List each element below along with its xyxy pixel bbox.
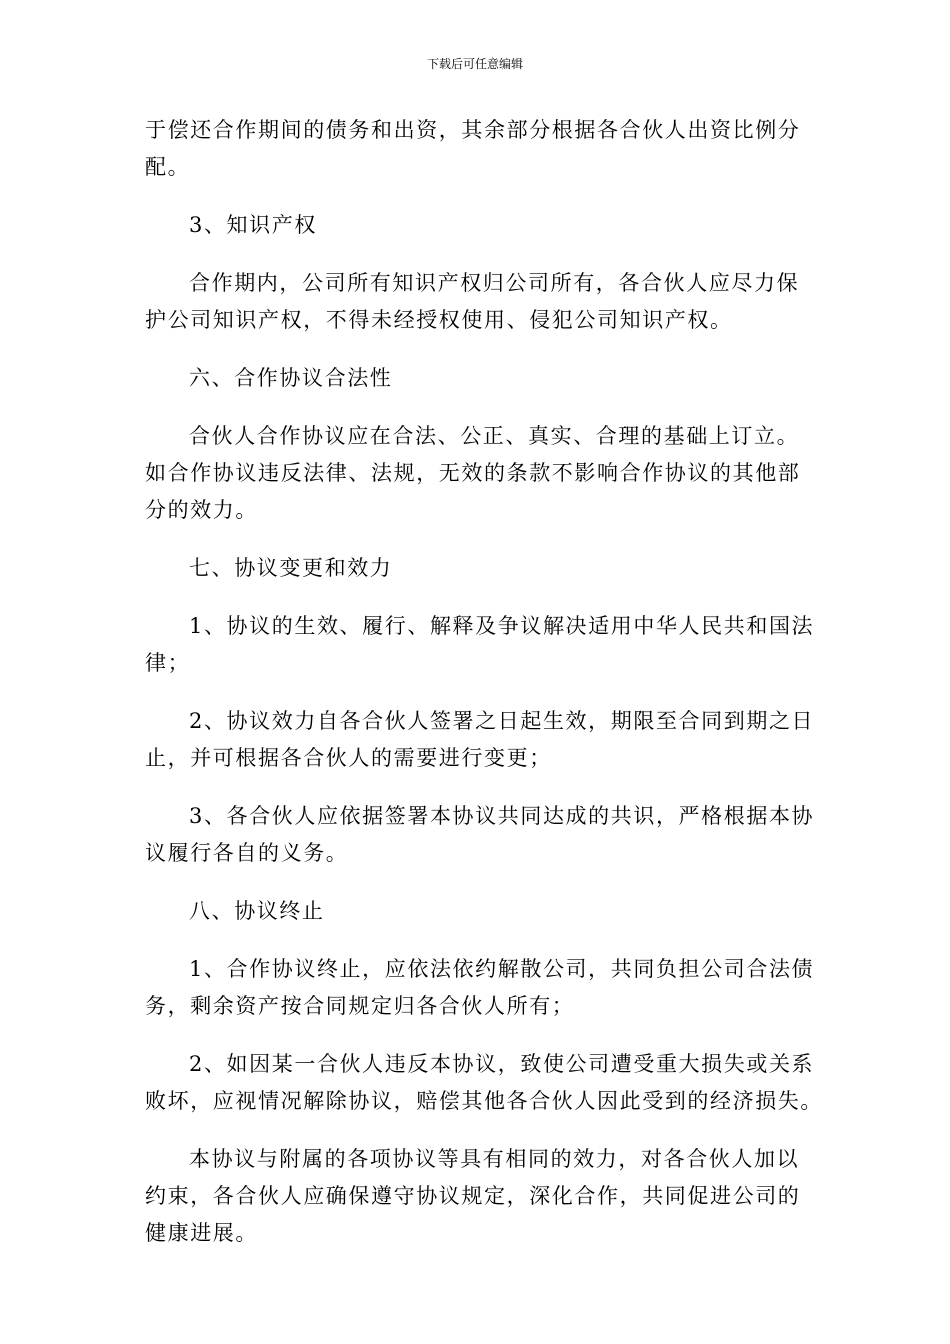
text-line: 健康进展。: [145, 1221, 258, 1245]
paragraph-changes-2: [145, 703, 815, 777]
paragraph-termination-1: [145, 951, 815, 1025]
heading-text: 八、协议终止: [189, 899, 325, 923]
paragraph-closing: [145, 1141, 809, 1252]
heading-text: 3、知识产权: [189, 213, 317, 237]
section-heading-termination: [145, 893, 809, 930]
text-line: 2、如因某一合伙人违反本协议，致使公司遭受重大损失或关系: [189, 1052, 815, 1076]
text-line: 配。: [145, 155, 191, 179]
text-line: 止，并可根据各合伙人的需要进行变更；: [145, 746, 552, 770]
paragraph-ip: [145, 265, 809, 339]
text-line: 合伙人合作协议应在合法、公正、真实、合理的基础上订立。: [189, 424, 800, 448]
text-line: 分的效力。: [145, 498, 258, 522]
heading-text: 六、合作协议合法性: [189, 366, 393, 390]
paragraph-changes-1: [145, 608, 815, 682]
text-line: 合作期内，公司所有知识产权归公司所有，各合伙人应尽力保: [189, 271, 800, 295]
text-line: 护公司知识产权，不得未经授权使用、侵犯公司知识产权。: [145, 308, 733, 332]
text-line: 约束，各合伙人应确保遵守协议规定，深化合作，共同促进公司的: [145, 1184, 801, 1208]
text-line: 如合作协议违反法律、法规，无效的条款不影响合作协议的其他部: [145, 461, 801, 485]
heading-text: 七、协议变更和效力: [189, 556, 393, 580]
text-line: 3、各合伙人应依据签署本协议共同达成的共识，严格根据本协: [189, 804, 815, 828]
text-line: 2、协议效力自各合伙人签署之日起生效，期限至合同到期之日: [189, 709, 815, 733]
text-line: 务，剩余资产按合同规定归各合伙人所有；: [145, 994, 575, 1018]
text-line: 议履行各自的义务。: [145, 841, 349, 865]
page-header: 下载后可任意编辑: [426, 57, 523, 71]
text-line: 于偿还合作期间的债务和出资，其余部分根据各合伙人出资比例分: [145, 118, 801, 142]
paragraph-continuation: [145, 112, 809, 186]
section-heading-changes: [145, 550, 809, 587]
paragraph-termination-2: [145, 1046, 823, 1120]
document-body: [145, 112, 823, 1273]
text-line: 1、合作协议终止，应依法依约解散公司，共同负担公司合法债: [189, 957, 815, 981]
text-line: 律；: [145, 651, 191, 675]
text-line: 1、协议的生效、履行、解释及争议解决适用中华人民共和国法: [189, 614, 815, 638]
section-heading-ip: [145, 207, 809, 244]
paragraph-changes-3: [145, 798, 815, 872]
text-line: 败坏，应视情况解除协议，赔偿其他各合伙人因此受到的经济损失。: [145, 1089, 823, 1113]
text-line: 本协议与附属的各项协议等具有相同的效力，对各合伙人加以: [189, 1147, 800, 1171]
paragraph-legality: [145, 418, 809, 529]
section-heading-legality: [145, 360, 809, 397]
